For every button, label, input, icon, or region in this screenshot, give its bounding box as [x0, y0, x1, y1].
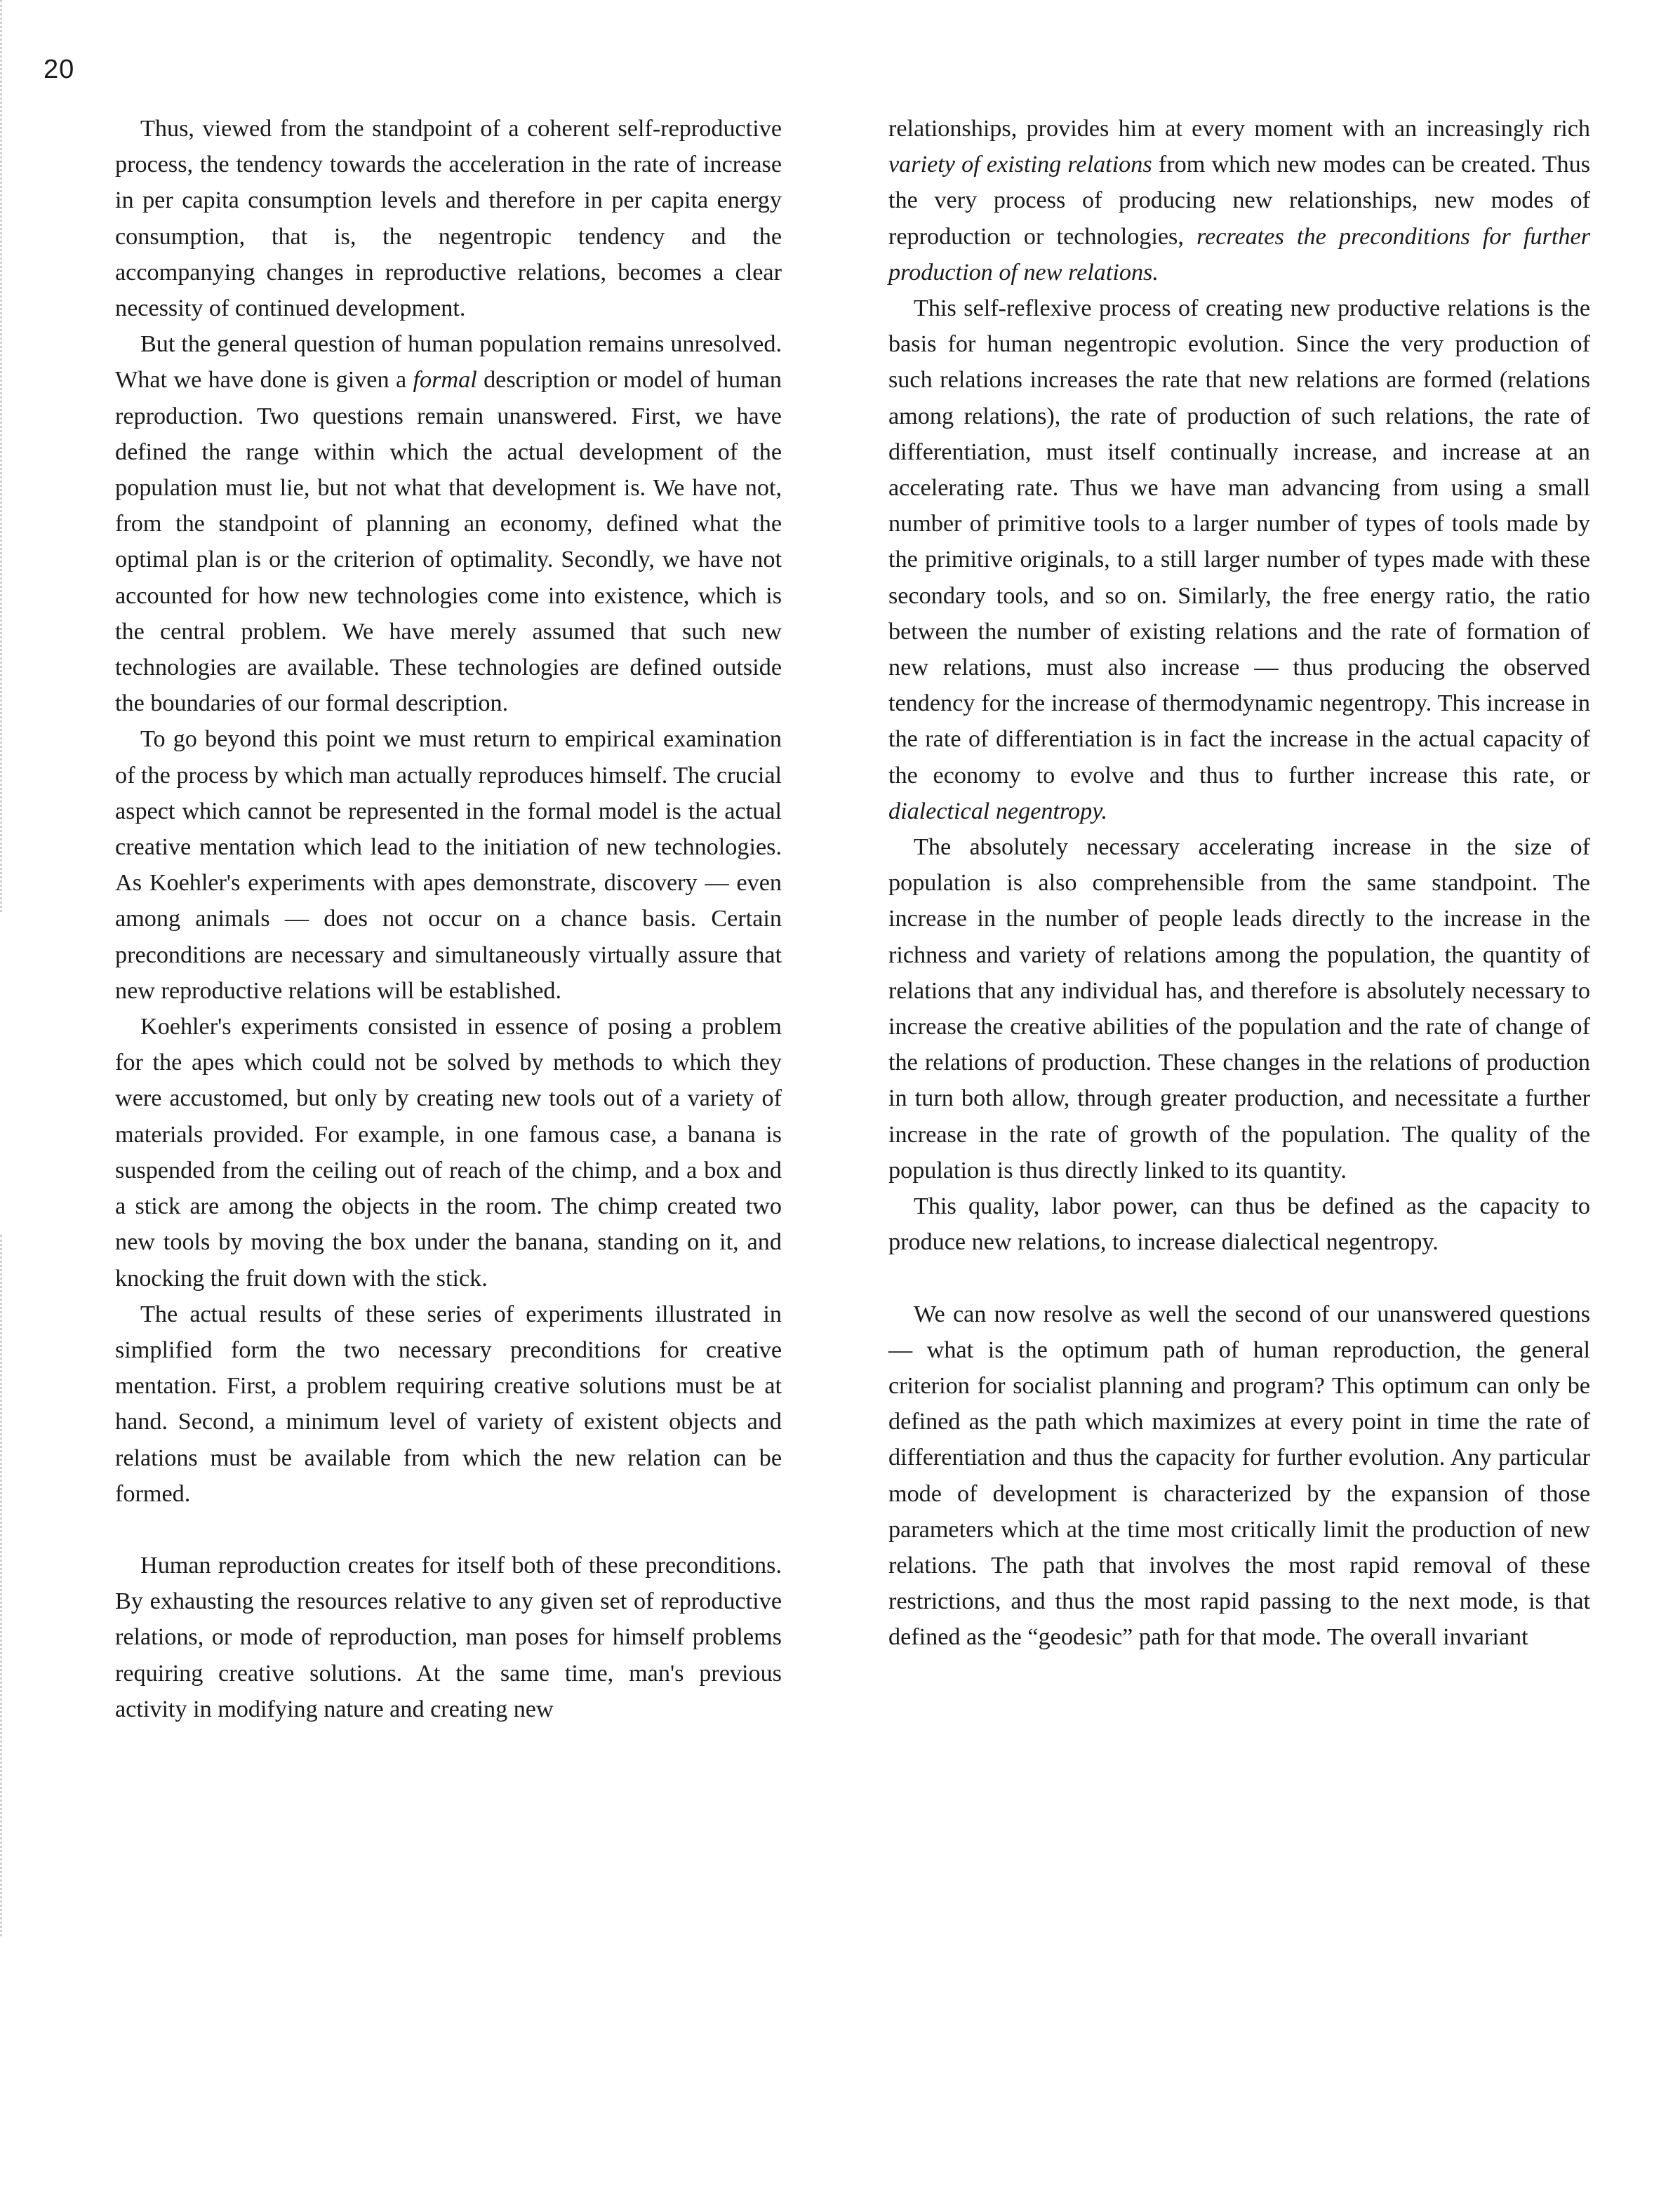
- paragraph: We can now resolve as well the second of our unanswered questions — what is the optimum path of human reproduction, the general criterion for socialist planning and program? This optimum can only be defined as the path which maximizes at every point in time the rate of differentiation and thus the capacity for further evolution. Any particular mode of development is characterized by the expansion of those parameters which at the time most critically limit the production of new relations. The path that involves the most rapid removal of these restrictions, and thus the most rapid passing to the next mode, is that defined as the “geodesic” path for that mode. The overall invariant: [888, 1301, 1590, 1651]
- paragraph: [888, 111, 1590, 290]
- paragraph: The actual results of these series of experiments illustrated in simplified form the two necessary preconditions for creative mentation. First, a problem requiring creative solutions must be at hand. Second, a minimum level of variety of existent objects and relations must be available from which the new relation can be formed.: [115, 1301, 782, 1507]
- paragraph: [115, 326, 782, 721]
- paragraph: The absolutely necessary accelerating increase in the size of population is also comprehensible from the same standpoint. The increase in the number of people leads directly to the increase in the richness and variety of relations among the population, the quantity of relations that any individual has, and therefore is absolutely necessary to increase the creative abilities of the population and the rate of change of the relations of production. These changes in the relations of production in turn both allow, through greater production, and necessitate a further increase in the rate of growth of the population. The quality of the population is thus directly linked to its quantity.: [888, 834, 1590, 1184]
- paragraph: This quality, labor power, can thus be defined as the capacity to produce new relations, to increase dialectical negentropy.: [888, 1193, 1590, 1256]
- scan-margin-marks: [0, 0, 11, 912]
- emphasis-text: dialectical negentropy.: [888, 798, 1108, 824]
- paragraph-text: But the general question of human population remains unresolved. What we have done is given a: [115, 331, 782, 394]
- right-column: [888, 111, 1590, 1656]
- emphasis-text: variety of existing relations: [888, 152, 1152, 178]
- left-column: [115, 111, 782, 1727]
- paragraph-text: relationships, provides him at every moment with an increasingly rich: [888, 116, 1590, 142]
- scan-margin-marks-lower: [0, 1235, 11, 1936]
- emphasis-text: recreates the preconditions for further production of new relations.: [888, 223, 1590, 286]
- page-number: 20: [44, 55, 75, 84]
- paragraph: [888, 290, 1590, 829]
- emphasis-text: formal: [413, 367, 477, 394]
- paragraph-text: description or model of human reproduction. Two questions remain unanswered. First, we have defined the range within which the actual development of the population must lie, but not what that development is. We have not, from the standpoint of planning an economy, defined what the optimal plan is or the criterion of optimality. Secondly, we have not accounted for how new technologies come into existence, which is the central problem. We have merely assumed that such new technologies are available. These technologies are defined outside the boundaries of our formal description.: [115, 367, 782, 717]
- paragraph: Koehler's experiments consisted in essence of posing a problem for the apes which could not be solved by methods to which they were accustomed, but only by creating new tools out of a variety of materials provided. For example, in one famous case, a banana is suspended from the ceiling out of reach of the chimp, and a box and a stick are among the objects in the room. The chimp created two new tools by moving the box under the banana, standing on it, and knocking the fruit down with the stick.: [115, 1014, 782, 1292]
- paragraph: Human reproduction creates for itself both of these preconditions. By exhausting the resources relative to any given set of reproductive relations, or mode of reproduction, man poses for himself problems requiring creative solutions. At the same time, man's previous activity in modifying nature and creating new: [115, 1552, 782, 1722]
- paragraph: To go beyond this point we must return to empirical examination of the process by which man actually reproduces himself. The crucial aspect which cannot be represented in the formal model is the actual creative mentation which lead to the initiation of new technologies. As Koehler's experiments with apes demonstrate, discovery — even among animals — does not occur on a chance basis. Certain preconditions are necessary and simultaneously virtually assure that new reproductive relations will be established.: [115, 726, 782, 1004]
- paragraph-text: This self-reflexive process of creating new productive relations is the basis for human negentropic evolution. Since the very production of such relations increases the rate that new relations are formed (relations among relations), the rate of production of such relations, the rate of differentiation, must itself continually increase, and increase at an accelerating rate. Thus we have man advancing from using a small number of primitive tools to a larger number of types of tools made by the primitive originals, to a still larger number of types made with these secondary tools, and so on. Similarly, the free energy ratio, the ratio between the number of existing relations and the rate of formation of new relations, must also increase — thus producing the observed tendency for the increase of thermodynamic negentropy. This increase in the rate of differentiation is in fact the increase in the actual capacity of the economy to evolve and thus to further increase this rate, or: [888, 295, 1590, 789]
- paragraph-text: from which new modes can be created. Thus the very process of producing new relationships, new modes of reproduction or technologies,: [888, 152, 1590, 250]
- paragraph: Thus, viewed from the standpoint of a coherent self-reproductive process, the tendency towards the acceleration in the rate of increase in per capita consumption levels and therefore in per capita energy consumption, that is, the negentropic tendency and the accompanying changes in reproductive relations, becomes a clear necessity of continued development.: [115, 116, 782, 322]
